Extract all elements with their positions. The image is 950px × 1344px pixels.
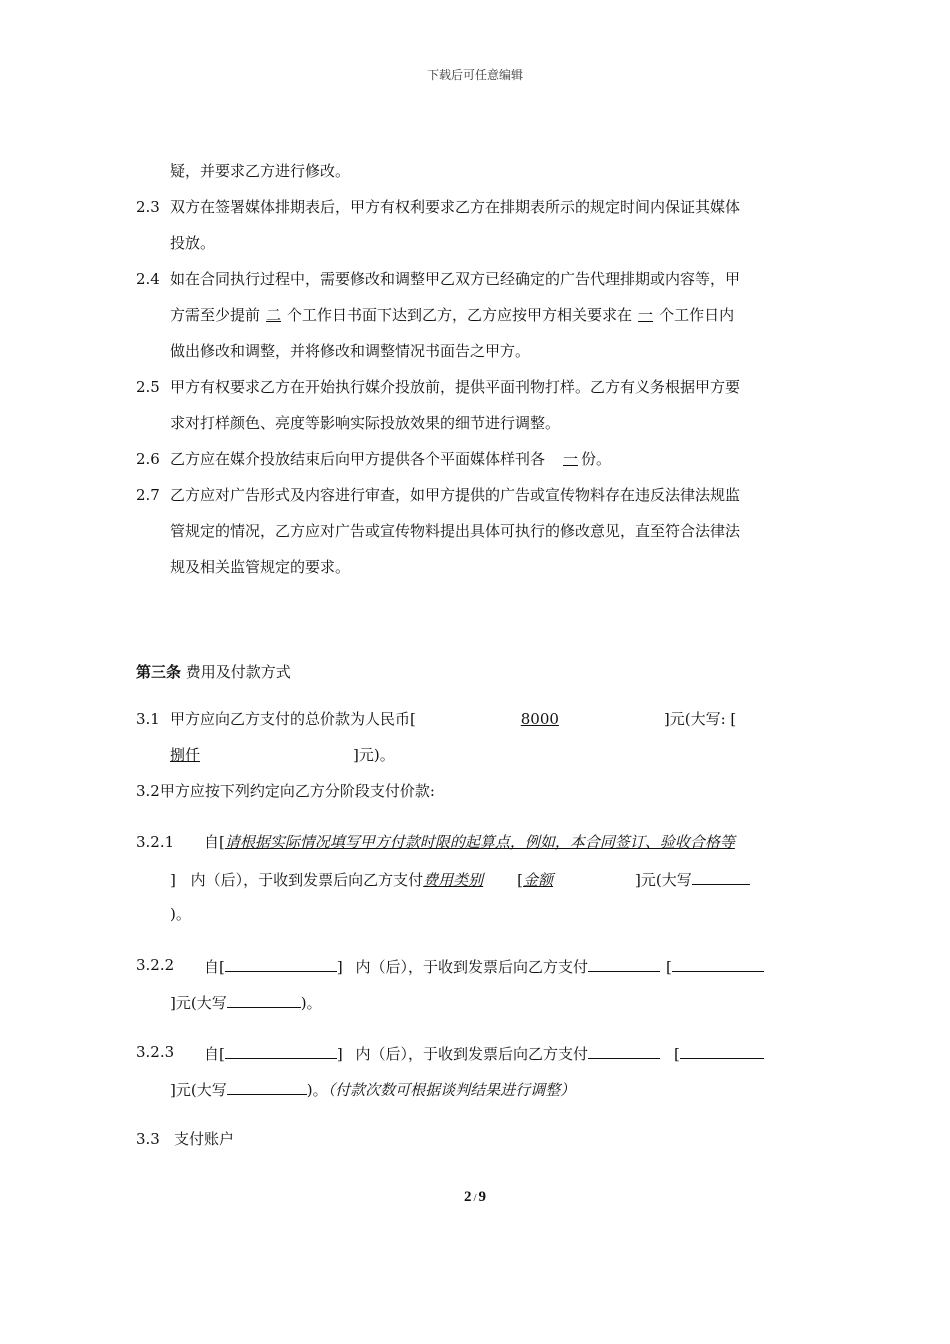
clause-2-3-line1: 双方在签署媒体排期表后，甲方有权利要求乙方在排期表所示的规定时间内保证其媒体 — [170, 198, 741, 216]
clause-2-5-line1: 甲方有权要求乙方在开始执行媒介投放前，提供平面刊物打样。乙方有义务根据甲方要 — [170, 378, 741, 396]
clause-3-2: 3.2甲方应按下列约定向乙方分阶段支付价款: — [136, 782, 435, 800]
clause-3-2-2-text-c: 内（后），于收到发票后向乙方支付 — [355, 958, 589, 976]
clause-2-7-line2: 管规定的情况，乙方应对广告或宣传物料提出具体可执行的修改意见，直至符合法律法 — [170, 522, 741, 540]
clause-2-4-number: 2.4 — [136, 270, 160, 288]
clause-3-1-text-a: 甲方应向乙方支付的总价款为人民币[ — [170, 710, 416, 728]
clause-3-1-text-c: ]元)。 — [353, 746, 395, 764]
clause-3-2-1-line2 — [170, 868, 750, 890]
response-days-field: 一 — [638, 306, 654, 324]
clause-2-6-text-b: 份。 — [581, 450, 612, 468]
clause-3-2-3-text-f: )。 — [306, 1081, 328, 1099]
clause-2-5-number: 2.5 — [136, 378, 160, 396]
start-point-blank — [225, 955, 337, 972]
clause-2-4-line3: 做出修改和调整，并将修改和调整情况书面告之甲方。 — [170, 342, 531, 360]
clause-3-2-2-text-d: [ — [666, 958, 672, 976]
clause-3-2-2-text-b: ] — [336, 958, 343, 976]
clause-3-2-2-line1 — [204, 955, 764, 977]
clause-3-2-1-number: 3.2.1 — [136, 833, 175, 851]
payment-amount-blank — [680, 1042, 764, 1059]
amount-in-words-field: 捌仟 — [170, 746, 201, 764]
start-point-blank — [225, 1042, 337, 1059]
clause-2-6-number: 2.6 — [136, 450, 160, 468]
fee-type-blank — [588, 955, 660, 972]
clause-3-2-1-text-a: 自[ — [204, 833, 225, 851]
clause-2-3-number: 2.3 — [136, 198, 160, 216]
clause-3-2-1-text-e: ]元(大写 — [635, 871, 692, 889]
clause-2-4-text-a: 方需至少提前 — [170, 306, 261, 324]
clause-3-2-2-number: 3.2.2 — [136, 956, 175, 974]
fee-type-field: 费用类别 — [423, 871, 484, 889]
sample-copies-field: 一 — [563, 450, 579, 468]
clause-3-1-text-b: ]元(大写: [ — [663, 710, 737, 728]
total-amount-field: 8000 — [520, 710, 559, 728]
current-page: 2 — [463, 1189, 472, 1205]
clause-3-2-2-line2 — [170, 991, 322, 1013]
clause-2-7-line3: 规及相关监管规定的要求。 — [170, 558, 351, 576]
amount-words-blank — [227, 1078, 307, 1095]
clause-3-2-2-text-f: )。 — [300, 994, 322, 1012]
page-number — [0, 1189, 950, 1206]
clause-3-2-3-text-c: 内（后），于收到发票后向乙方支付 — [355, 1045, 589, 1063]
clause-3-2-2-text-a: 自[ — [204, 958, 225, 976]
clause-2-5-line2: 求对打样颜色、亮度等影响实际投放效果的细节进行调整。 — [170, 414, 561, 432]
clause-2-3-line2: 投放。 — [170, 234, 216, 252]
clause-3-2-1-line1 — [204, 832, 735, 852]
clause-2-4-line1: 如在合同执行过程中，需要修改和调整甲乙双方已经确定的广告代理排期或内容等，甲 — [170, 270, 741, 288]
amount-words-blank — [227, 991, 301, 1008]
clause-3-2-3-text-e: ]元(大写 — [170, 1081, 227, 1099]
clause-2-2-tail: 疑，并要求乙方进行修改。 — [170, 162, 351, 180]
clause-3-2-3-line2 — [170, 1078, 575, 1100]
clause-3-2-3-number: 3.2.3 — [136, 1043, 175, 1061]
amount-words-blank — [692, 868, 750, 885]
section-3-title: 费用及付款方式 — [185, 663, 291, 681]
notice-days-field: 二 — [266, 306, 282, 324]
payment-amount-blank — [672, 955, 764, 972]
installment-note: （付款次数可根据谈判结果进行调整） — [327, 1081, 576, 1099]
clause-2-6-text-a: 乙方应在媒介投放结束后向甲方提供各个平面媒体样刊各 — [170, 450, 546, 468]
clause-3-2-1-text-b: ] — [170, 871, 176, 889]
clause-2-6-line — [170, 449, 611, 469]
clause-3-3-number: 3.3 — [136, 1130, 160, 1148]
start-point-hint: 请根据实际情况填写甲方付款时限的起算点，例如，本合同签订、验收合格等 — [224, 833, 735, 851]
clause-3-3-title: 支付账户 — [174, 1130, 235, 1148]
clause-3-2-1-text-c: 内（后），于收到发票后向乙方支付 — [190, 871, 424, 889]
page-header: 下载后可任意编辑 — [426, 68, 523, 82]
section-3-heading — [136, 662, 291, 682]
clause-3-1-line2 — [170, 745, 395, 765]
clause-3-2-1-text-d: [ — [517, 871, 524, 889]
payment-amount-field: 金额 — [523, 871, 554, 889]
clause-3-2-3-text-a: 自[ — [204, 1045, 225, 1063]
clause-3-2-3-text-d: [ — [674, 1045, 680, 1063]
page-separator: / — [473, 1192, 477, 1204]
section-3-label: 第三条 — [136, 663, 182, 681]
clause-2-4-line2 — [170, 305, 734, 325]
total-pages: 9 — [478, 1189, 487, 1205]
clause-3-2-3-text-b: ] — [336, 1045, 343, 1063]
fee-type-blank — [588, 1042, 660, 1059]
clause-2-7-line1: 乙方应对广告形式及内容进行审查，如甲方提供的广告或宣传物料存在违反法律法规监 — [170, 486, 741, 504]
clause-3-2-2-text-e: ]元(大写 — [170, 994, 227, 1012]
clause-2-4-text-b: 个工作日书面下达到乙方，乙方应按甲方相关要求在 — [287, 306, 633, 324]
clause-2-7-number: 2.7 — [136, 486, 160, 504]
clause-3-1-line1 — [170, 709, 736, 729]
clause-3-1-number: 3.1 — [136, 710, 160, 728]
clause-3-2-3-line1 — [204, 1042, 764, 1064]
clause-3-2-1-line3: )。 — [170, 905, 191, 923]
clause-2-4-text-c: 个工作日内 — [659, 306, 735, 324]
